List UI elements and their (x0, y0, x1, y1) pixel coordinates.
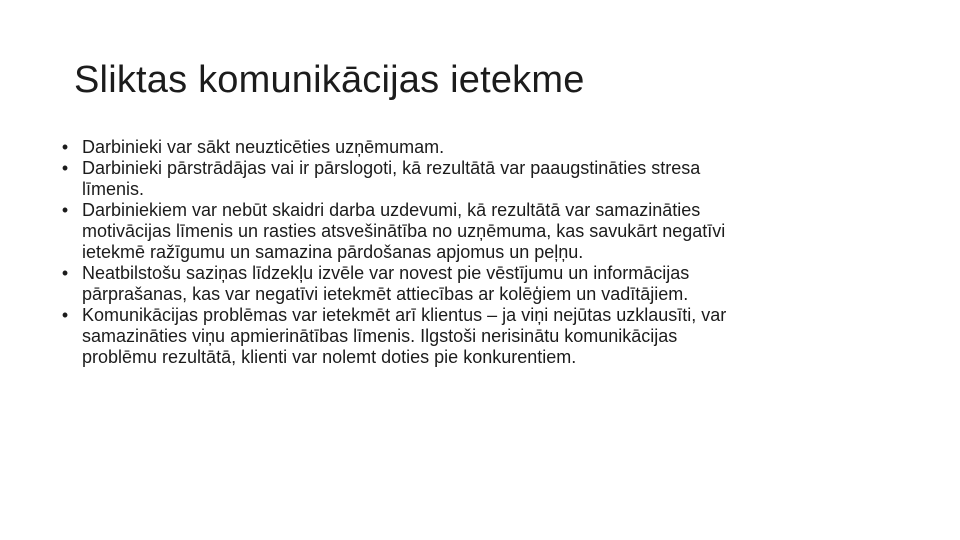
bullet-item (58, 158, 738, 200)
bullet-dot-icon: • (61, 137, 69, 157)
slide-title: Sliktas komunikācijas ietekme (74, 59, 585, 101)
bullet-dot-icon: • (61, 263, 69, 283)
bullet-text: Darbinieki pārstrādājas vai ir pārslogoti, kā rezultātā var paaugstināties stresa līmenis. (82, 158, 701, 199)
bullet-dot-icon: • (61, 158, 69, 178)
bullet-item (58, 305, 738, 368)
bullet-text: Darbiniekiem var nebūt skaidri darba uzdevumi, kā rezultātā var samazināties motivācijas līmenis un rasties atsvešinātība no uzņēmuma, kas savukārt negatīvi ietekmē ražīgumu un samazina pārdošanas apjomus un peļņu. (82, 200, 726, 262)
bullet-list (58, 137, 738, 368)
bullet-text: Komunikācijas problēmas var ietekmēt arī klientus – ja viņi nejūtas uzklausīti, var samazināties viņu apmierinātības līmenis. Ilgstoši nerisinātu komunikācijas problēmu rezultātā, klienti var nolemt doties pie konkurentiem. (82, 305, 727, 367)
bullet-item (58, 263, 738, 305)
bullet-item (58, 137, 738, 158)
bullet-text: Neatbilstošu saziņas līdzekļu izvēle var novest pie vēstījumu un informācijas pārprašanas, kas var negatīvi ietekmēt attiecības ar kolēģiem un vadītājiem. (82, 263, 690, 304)
bullet-text: Darbinieki var sākt neuzticēties uzņēmumam. (82, 137, 445, 157)
bullet-dot-icon: • (61, 200, 69, 220)
bullet-dot-icon: • (61, 305, 69, 325)
bullet-item (58, 200, 738, 263)
